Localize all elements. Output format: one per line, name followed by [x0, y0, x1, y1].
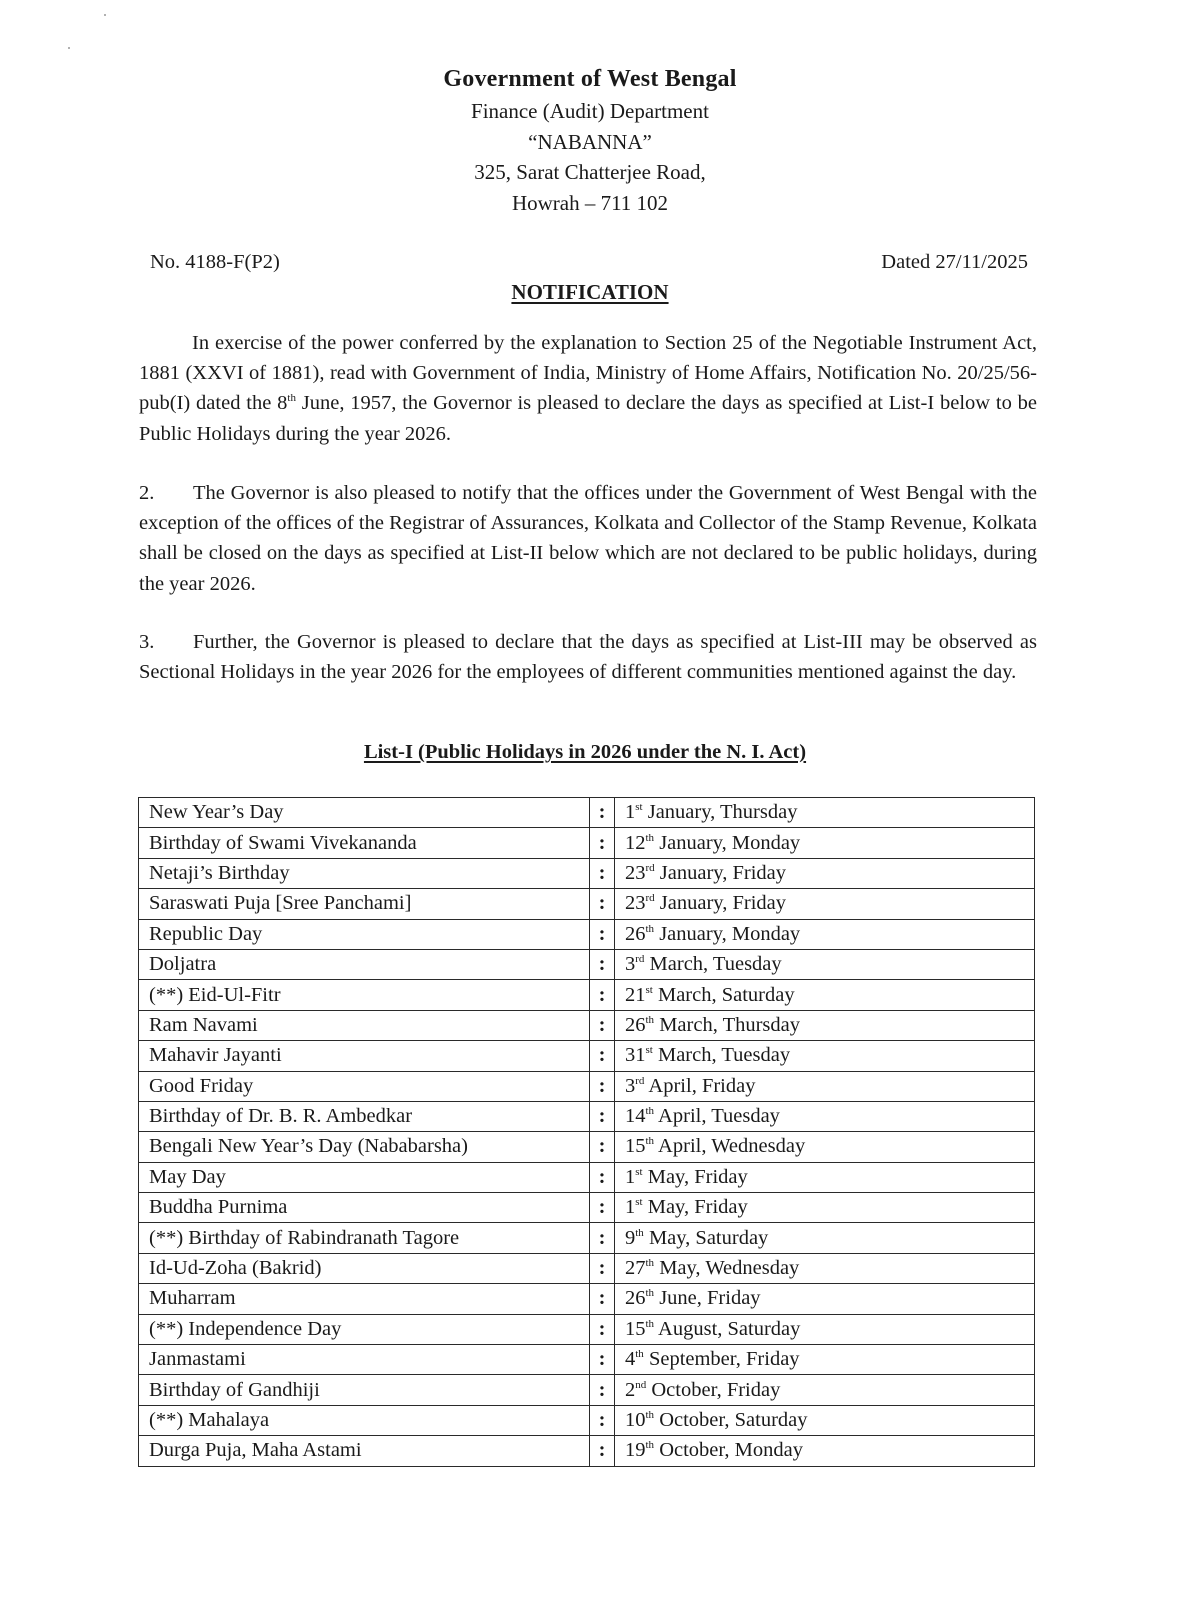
government-name: Government of West Bengal — [443, 66, 737, 92]
date-rest: October, Friday — [646, 1378, 781, 1401]
holiday-date — [615, 798, 1035, 828]
separator-colon: : — [590, 1284, 615, 1314]
scan-speck — [68, 47, 70, 49]
holiday-date — [615, 1253, 1035, 1283]
separator-colon: : — [590, 1041, 615, 1071]
holiday-name: Netaji’s Birthday — [139, 858, 590, 888]
holiday-date — [615, 1132, 1035, 1162]
ordinal-suffix: rd — [635, 1074, 645, 1087]
table-row — [139, 1223, 1035, 1253]
notification-title: NOTIFICATION — [511, 280, 669, 304]
holiday-name: Birthday of Swami Vivekananda — [139, 828, 590, 858]
holiday-name: New Year’s Day — [139, 798, 590, 828]
date-day: 1 — [625, 1196, 636, 1219]
holiday-date — [615, 1284, 1035, 1314]
holiday-date — [615, 858, 1035, 888]
table-row — [139, 889, 1035, 919]
date-day: 12 — [625, 831, 646, 854]
holiday-date — [615, 1041, 1035, 1071]
ordinal-suffix: th — [635, 1226, 644, 1239]
separator-colon: : — [590, 1101, 615, 1131]
holiday-date — [615, 1405, 1035, 1435]
holiday-name: (**) Independence Day — [139, 1314, 590, 1344]
department-name: Finance (Audit) Department — [471, 99, 709, 123]
separator-colon: : — [590, 1132, 615, 1162]
date-day: 10 — [625, 1409, 646, 1431]
ordinal-suffix: th — [645, 1105, 655, 1118]
table-row — [139, 828, 1035, 858]
holiday-date — [615, 1223, 1035, 1253]
date-day: 23 — [625, 861, 646, 884]
letterhead — [0, 62, 1180, 218]
ordinal-suffix: rd — [645, 892, 655, 905]
holiday-date — [615, 889, 1035, 919]
ordinal-suffix: rd — [635, 953, 645, 966]
date-day: 26 — [625, 922, 646, 945]
scan-speck — [104, 14, 106, 16]
date-day: 15 — [625, 1317, 646, 1340]
holiday-date — [615, 1071, 1035, 1101]
separator-colon: : — [590, 919, 615, 949]
separator-colon: : — [590, 1223, 615, 1253]
ordinal-suffix: th — [645, 1317, 655, 1330]
holiday-name: Janmastami — [139, 1345, 590, 1375]
separator-colon: : — [590, 1375, 615, 1405]
holiday-date — [615, 1314, 1035, 1344]
date-day: 15 — [625, 1135, 646, 1158]
table-row — [139, 949, 1035, 979]
paragraph-1 — [139, 328, 1037, 449]
date-rest: April, Wednesday — [654, 1135, 806, 1158]
ordinal-suffix: th — [645, 922, 655, 935]
holiday-name: Republic Day — [139, 919, 590, 949]
date-day: 2 — [625, 1378, 636, 1401]
date-day: 19 — [625, 1439, 646, 1462]
holiday-date — [615, 1010, 1035, 1040]
ordinal-suffix: st — [645, 1044, 653, 1057]
date-rest: January, Friday — [654, 861, 786, 884]
date-day: 26 — [625, 1287, 646, 1310]
date-rest: March, Saturday — [652, 983, 795, 1006]
public-holidays-table — [138, 797, 1035, 1467]
address-street: 325, Sarat Chatterjee Road, — [474, 160, 706, 184]
separator-colon: : — [590, 1405, 615, 1435]
list-1-title: List-I (Public Holidays in 2026 under the N. I. Act) — [363, 741, 807, 763]
holiday-date — [615, 1162, 1035, 1192]
date-rest: May, Wednesday — [654, 1257, 800, 1280]
paragraph-3-text: Further, the Governor is pleased to declare that the days as specified at List-III may be observed as Sectional Holidays in the year 2026 for the employees of different communities mentioned against the day. — [139, 631, 1037, 684]
table-row — [139, 1162, 1035, 1192]
date-day: 21 — [625, 983, 646, 1006]
ordinal-suffix: nd — [635, 1378, 647, 1391]
paragraph-2-text: The Governor is also pleased to notify that the offices under the Government of West Bengal with the exception of the offices of the Registrar of Assurances, Kolkata and Collector of the Stamp Revenue, Kolkata shall be closed on the days as specified at List-II below which are not declared to be public holidays, during the year 2026. — [139, 482, 1037, 595]
separator-colon: : — [590, 1193, 615, 1223]
date-day: 3 — [625, 953, 636, 976]
separator-colon: : — [590, 1436, 615, 1466]
date-day: 26 — [625, 1013, 646, 1036]
date-day: 1 — [625, 1165, 636, 1188]
holiday-name: Saraswati Puja [Sree Panchami] — [139, 889, 590, 919]
date-rest: January, Monday — [654, 922, 801, 945]
address-city: Howrah – 711 102 — [511, 190, 669, 215]
date-rest: March, Thursday — [654, 1013, 800, 1036]
ordinal-suffix: th — [635, 1348, 644, 1361]
date-day: 1 — [625, 801, 636, 824]
holiday-name: (**) Mahalaya — [139, 1405, 590, 1435]
ordinal-suffix: th — [645, 1135, 655, 1148]
paragraph-2 — [139, 478, 1037, 599]
table-row — [139, 1010, 1035, 1040]
table-row — [139, 1314, 1035, 1344]
separator-colon: : — [590, 1253, 615, 1283]
holiday-name: Id-Ud-Zoha (Bakrid) — [139, 1253, 590, 1283]
separator-colon: : — [590, 858, 615, 888]
table-row — [139, 980, 1035, 1010]
date-day: 23 — [625, 892, 646, 915]
date-rest: January, Monday — [654, 831, 801, 854]
paragraph-number: 3. — [139, 631, 155, 653]
separator-colon: : — [590, 1314, 615, 1344]
separator-colon: : — [590, 798, 615, 828]
date-rest: May, Friday — [642, 1196, 748, 1219]
holiday-date — [615, 949, 1035, 979]
date-rest: October, Saturday — [654, 1409, 808, 1431]
date-rest: May, Friday — [642, 1165, 748, 1188]
separator-colon: : — [590, 1345, 615, 1375]
date-day: 31 — [625, 1044, 646, 1067]
separator-colon: : — [590, 828, 615, 858]
building-name: “NABANNA” — [528, 129, 652, 154]
holiday-name: (**) Eid-Ul-Fitr — [139, 980, 590, 1010]
date-rest: May, Saturday — [643, 1226, 769, 1249]
date-rest: September, Friday — [643, 1348, 800, 1371]
ordinal-suffix: st — [635, 801, 643, 814]
holiday-name: May Day — [139, 1162, 590, 1192]
separator-colon: : — [590, 1162, 615, 1192]
separator-colon: : — [590, 980, 615, 1010]
table-row — [139, 1101, 1035, 1131]
separator-colon: : — [590, 949, 615, 979]
table-row — [139, 798, 1035, 828]
reference-number: No. 4188-F(P2) — [150, 251, 280, 273]
table-row — [139, 1132, 1035, 1162]
holiday-name: Bengali New Year’s Day (Nababarsha) — [139, 1132, 590, 1162]
table-row — [139, 1375, 1035, 1405]
holiday-date — [615, 1436, 1035, 1466]
table-row — [139, 1284, 1035, 1314]
ordinal-suffix: th — [645, 1013, 655, 1026]
holiday-name: Birthday of Dr. B. R. Ambedkar — [139, 1101, 590, 1131]
date-day: 9 — [625, 1226, 636, 1249]
holiday-name: Birthday of Gandhiji — [139, 1375, 590, 1405]
date-rest: January, Friday — [654, 892, 786, 915]
ordinal-suffix: st — [645, 983, 653, 996]
ordinal-suffix: th — [645, 1257, 655, 1270]
holiday-date — [615, 980, 1035, 1010]
holiday-name: Mahavir Jayanti — [139, 1041, 590, 1071]
table-row — [139, 1193, 1035, 1223]
ordinal-suffix: st — [635, 1196, 643, 1209]
holiday-name: Durga Puja, Maha Astami — [139, 1436, 590, 1466]
holiday-name: Buddha Purnima — [139, 1193, 590, 1223]
ordinal-suffix: th — [287, 392, 296, 405]
paragraph-3 — [139, 627, 1037, 687]
ordinal-suffix: th — [645, 831, 655, 844]
separator-colon: : — [590, 1071, 615, 1101]
holiday-name: (**) Birthday of Rabindranath Tagore — [139, 1223, 590, 1253]
holiday-name: Muharram — [139, 1284, 590, 1314]
date-day: 27 — [625, 1257, 646, 1280]
reference-date: Dated 27/11/2025 — [881, 251, 1028, 273]
date-rest: March, Tuesday — [644, 953, 782, 976]
ordinal-suffix: th — [645, 1439, 655, 1452]
date-day: 3 — [625, 1074, 636, 1097]
date-day: 4 — [625, 1348, 636, 1371]
table-row — [139, 1253, 1035, 1283]
table-row — [139, 1345, 1035, 1375]
ordinal-suffix: th — [645, 1409, 655, 1421]
holiday-date — [615, 1345, 1035, 1375]
separator-colon: : — [590, 889, 615, 919]
date-rest: April, Tuesday — [654, 1105, 780, 1128]
holiday-date — [615, 1375, 1035, 1405]
table-row — [139, 858, 1035, 888]
holiday-name: Good Friday — [139, 1071, 590, 1101]
table-row — [139, 919, 1035, 949]
table-row — [139, 1405, 1035, 1435]
date-rest: October, Monday — [654, 1439, 803, 1462]
date-rest: April, Friday — [644, 1074, 756, 1097]
holiday-date — [615, 919, 1035, 949]
ordinal-suffix: rd — [645, 861, 655, 874]
holiday-date — [615, 828, 1035, 858]
paragraph-1-text-cont: June, 1957, the Governor is pleased to declare the days as specified at List-I below to be Public Holidays during the year 2026. — [139, 392, 1038, 445]
holiday-name: Doljatra — [139, 949, 590, 979]
date-day: 14 — [625, 1105, 646, 1128]
table-row — [139, 1041, 1035, 1071]
paragraph-1-text: In exercise of the power conferred by the explanation to Section 25 of the Negotiable Instrument Act, 1881 (XXVI of 1881), read with Government of India, Ministry of Home Affairs, Notification No. 20/25/56-pub(I) dated the 8 — [139, 332, 1037, 415]
ordinal-suffix: st — [635, 1165, 643, 1178]
paragraph-number: 2. — [139, 482, 155, 504]
table-row — [139, 1071, 1035, 1101]
holiday-name: Ram Navami — [139, 1010, 590, 1040]
holiday-date — [615, 1101, 1035, 1131]
date-rest: January, Thursday — [642, 801, 798, 824]
separator-colon: : — [590, 1010, 615, 1040]
date-rest: March, Tuesday — [652, 1044, 791, 1067]
ordinal-suffix: th — [645, 1287, 655, 1300]
table-row — [139, 1436, 1035, 1466]
date-rest: August, Saturday — [654, 1317, 801, 1340]
holiday-date — [615, 1193, 1035, 1223]
date-rest: June, Friday — [654, 1287, 761, 1310]
